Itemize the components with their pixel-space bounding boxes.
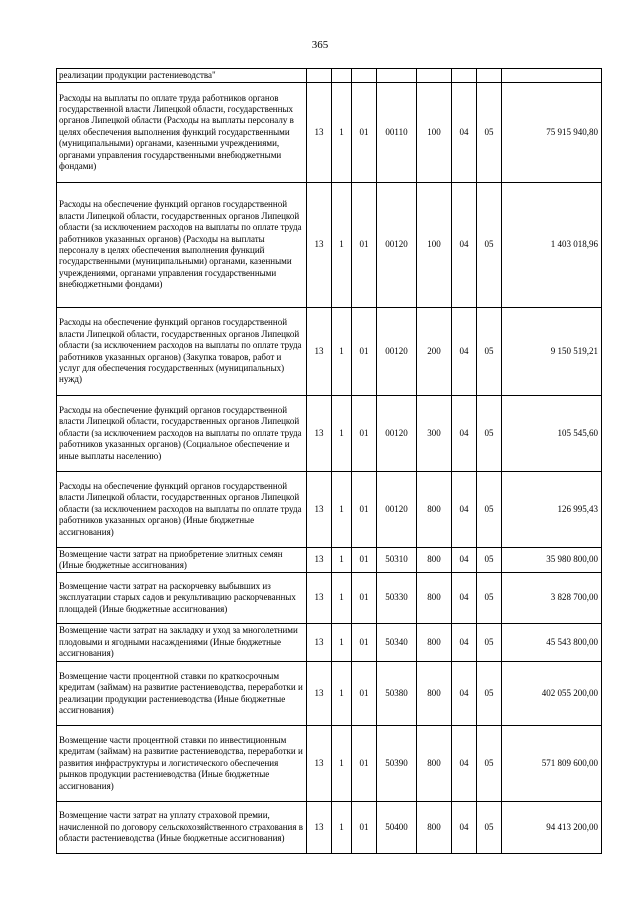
cell-code-5: 800	[417, 472, 452, 548]
row-description: Возмещение части процентной ставки по краткосрочным кредитам (займам) на развитие растениеводства, переработки и реализации продукции растениеводства (Иные бюджетные ассигнования)	[57, 662, 307, 726]
cell-code-6: 04	[452, 472, 477, 548]
cell-code-2: 1	[332, 308, 352, 396]
cell-code-2: 1	[332, 624, 352, 662]
cell-code-7: 05	[477, 83, 502, 183]
cell-code-4: 00120	[377, 396, 417, 472]
row-description: Расходы на обеспечение функций органов государственной власти Липецкой области, государственных органов Липецкой области (за исключением расходов на выплаты по оплате труда работников указанных органов) (Закупка товаров, работ и услуг для обеспечения государственных (муниципальных) нужд)	[57, 308, 307, 396]
cell-code-4: 00120	[377, 472, 417, 548]
table-row	[57, 802, 602, 854]
cell-code-7: 05	[477, 396, 502, 472]
cell-code-2	[332, 69, 352, 83]
cell-amount: 571 809 600,00	[502, 726, 602, 802]
cell-code-5: 800	[417, 802, 452, 854]
cell-code-7: 05	[477, 548, 502, 573]
cell-code-4: 50380	[377, 662, 417, 726]
cell-amount: 3 828 700,00	[502, 573, 602, 624]
cell-amount: 45 543 800,00	[502, 624, 602, 662]
cell-code-1: 13	[307, 548, 332, 573]
cell-code-4: 00120	[377, 308, 417, 396]
cell-amount: 75 915 940,80	[502, 83, 602, 183]
cell-code-1: 13	[307, 802, 332, 854]
cell-code-3: 01	[352, 802, 377, 854]
cell-code-3: 01	[352, 83, 377, 183]
cell-code-4: 50310	[377, 548, 417, 573]
cell-code-3: 01	[352, 726, 377, 802]
row-description: Расходы на выплаты по оплате труда работников органов государственной власти Липецкой области, государственных органов Липецкой области (Расходы на выплаты персоналу в целях обеспечения выполнения функций государственными (муниципальными) органами, казенными учреждениями, органами управления государственными внебюджетными фондами)	[57, 83, 307, 183]
cell-amount: 1 403 018,96	[502, 183, 602, 308]
cell-code-5: 800	[417, 548, 452, 573]
row-description: Возмещение части процентной ставки по инвестиционным кредитам (займам) на развитие растениеводства, переработки и развития инфраструктуры и логистического обеспечения рынков продукции растениеводства (Иные бюджетные ассигнования)	[57, 726, 307, 802]
table-row	[57, 69, 602, 83]
cell-code-6: 04	[452, 83, 477, 183]
cell-code-5: 800	[417, 573, 452, 624]
cell-code-3: 01	[352, 472, 377, 548]
row-description: Расходы на обеспечение функций органов государственной власти Липецкой области, государственных органов Липецкой области (за исключением расходов на выплаты по оплате труда работников указанных органов) (Социальное обеспечение и иные выплаты населению)	[57, 396, 307, 472]
cell-code-6: 04	[452, 624, 477, 662]
cell-code-7: 05	[477, 308, 502, 396]
budget-table	[56, 68, 602, 854]
table-row	[57, 472, 602, 548]
row-description: Возмещение части затрат на приобретение элитных семян (Иные бюджетные ассигнования)	[57, 548, 307, 573]
cell-code-7: 05	[477, 726, 502, 802]
table-row	[57, 548, 602, 573]
cell-code-5: 100	[417, 83, 452, 183]
cell-code-2: 1	[332, 573, 352, 624]
cell-code-6: 04	[452, 183, 477, 308]
row-description: реализации продукции растениеводства"	[57, 69, 307, 83]
cell-code-4: 50390	[377, 726, 417, 802]
cell-code-5	[417, 69, 452, 83]
cell-amount: 9 150 519,21	[502, 308, 602, 396]
cell-amount: 94 413 200,00	[502, 802, 602, 854]
cell-code-1: 13	[307, 396, 332, 472]
cell-amount: 402 055 200,00	[502, 662, 602, 726]
cell-code-2: 1	[332, 726, 352, 802]
cell-amount: 105 545,60	[502, 396, 602, 472]
cell-code-1: 13	[307, 308, 332, 396]
cell-code-1: 13	[307, 726, 332, 802]
cell-code-6: 04	[452, 573, 477, 624]
cell-code-6: 04	[452, 396, 477, 472]
row-description: Расходы на обеспечение функций органов государственной власти Липецкой области, государственных органов Липецкой области (за исключением расходов на выплаты по оплате труда работников указанных органов) (Расходы на выплаты персоналу в целях обеспечения выполнения функций государственными (муниципальными) органами, казенными учреждениями, органами управления государственными внебюджетными фондами)	[57, 183, 307, 308]
cell-code-7: 05	[477, 573, 502, 624]
cell-code-5: 800	[417, 662, 452, 726]
cell-code-3: 01	[352, 548, 377, 573]
cell-amount	[502, 69, 602, 83]
cell-code-2: 1	[332, 548, 352, 573]
row-description: Возмещение части затрат на раскорчевку выбывших из эксплуатации старых садов и рекультивацию раскорчеванных площадей (Иные бюджетные ассигнования)	[57, 573, 307, 624]
cell-code-3: 01	[352, 183, 377, 308]
table-row	[57, 183, 602, 308]
cell-amount: 126 995,43	[502, 472, 602, 548]
cell-code-4	[377, 69, 417, 83]
cell-code-3: 01	[352, 308, 377, 396]
cell-code-4: 50340	[377, 624, 417, 662]
row-description: Возмещение части затрат на закладку и уход за многолетними плодовыми и ягодными насаждениями (Иные бюджетные ассигнования)	[57, 624, 307, 662]
cell-code-7: 05	[477, 183, 502, 308]
cell-code-7: 05	[477, 624, 502, 662]
cell-code-6: 04	[452, 548, 477, 573]
table-row	[57, 308, 602, 396]
cell-code-7: 05	[477, 472, 502, 548]
cell-code-6: 04	[452, 308, 477, 396]
cell-code-2: 1	[332, 472, 352, 548]
cell-code-7: 05	[477, 662, 502, 726]
cell-code-2: 1	[332, 396, 352, 472]
table-row	[57, 662, 602, 726]
cell-code-4: 50330	[377, 573, 417, 624]
cell-code-1: 13	[307, 624, 332, 662]
table-row	[57, 396, 602, 472]
page-number: 365	[311, 39, 329, 51]
cell-code-5: 800	[417, 726, 452, 802]
cell-code-3	[352, 69, 377, 83]
cell-code-2: 1	[332, 183, 352, 308]
cell-code-5: 100	[417, 183, 452, 308]
row-description: Расходы на обеспечение функций органов государственной власти Липецкой области, государственных органов Липецкой области (за исключением расходов на выплаты по оплате труда работников указанных органов) (Иные бюджетные ассигнования)	[57, 472, 307, 548]
cell-code-1: 13	[307, 83, 332, 183]
cell-code-5: 300	[417, 396, 452, 472]
cell-code-1	[307, 69, 332, 83]
cell-code-3: 01	[352, 624, 377, 662]
cell-code-5: 200	[417, 308, 452, 396]
table-row	[57, 83, 602, 183]
cell-code-4: 00110	[377, 83, 417, 183]
cell-code-2: 1	[332, 83, 352, 183]
cell-code-6: 04	[452, 726, 477, 802]
cell-code-3: 01	[352, 662, 377, 726]
cell-code-2: 1	[332, 802, 352, 854]
cell-code-6	[452, 69, 477, 83]
cell-code-1: 13	[307, 573, 332, 624]
table-body	[57, 69, 602, 854]
cell-code-7	[477, 69, 502, 83]
cell-amount: 35 980 800,00	[502, 548, 602, 573]
cell-code-3: 01	[352, 396, 377, 472]
cell-code-2: 1	[332, 662, 352, 726]
cell-code-3: 01	[352, 573, 377, 624]
cell-code-1: 13	[307, 183, 332, 308]
cell-code-1: 13	[307, 472, 332, 548]
table-row	[57, 624, 602, 662]
cell-code-5: 800	[417, 624, 452, 662]
cell-code-7: 05	[477, 802, 502, 854]
cell-code-1: 13	[307, 662, 332, 726]
cell-code-6: 04	[452, 802, 477, 854]
table-row	[57, 573, 602, 624]
cell-code-6: 04	[452, 662, 477, 726]
table-row	[57, 726, 602, 802]
cell-code-4: 50400	[377, 802, 417, 854]
cell-code-4: 00120	[377, 183, 417, 308]
row-description: Возмещение части затрат на уплату страховой премии, начисленной по договору сельскохозяйственного страхования в области растениеводства (Иные бюджетные ассигнования)	[57, 802, 307, 854]
